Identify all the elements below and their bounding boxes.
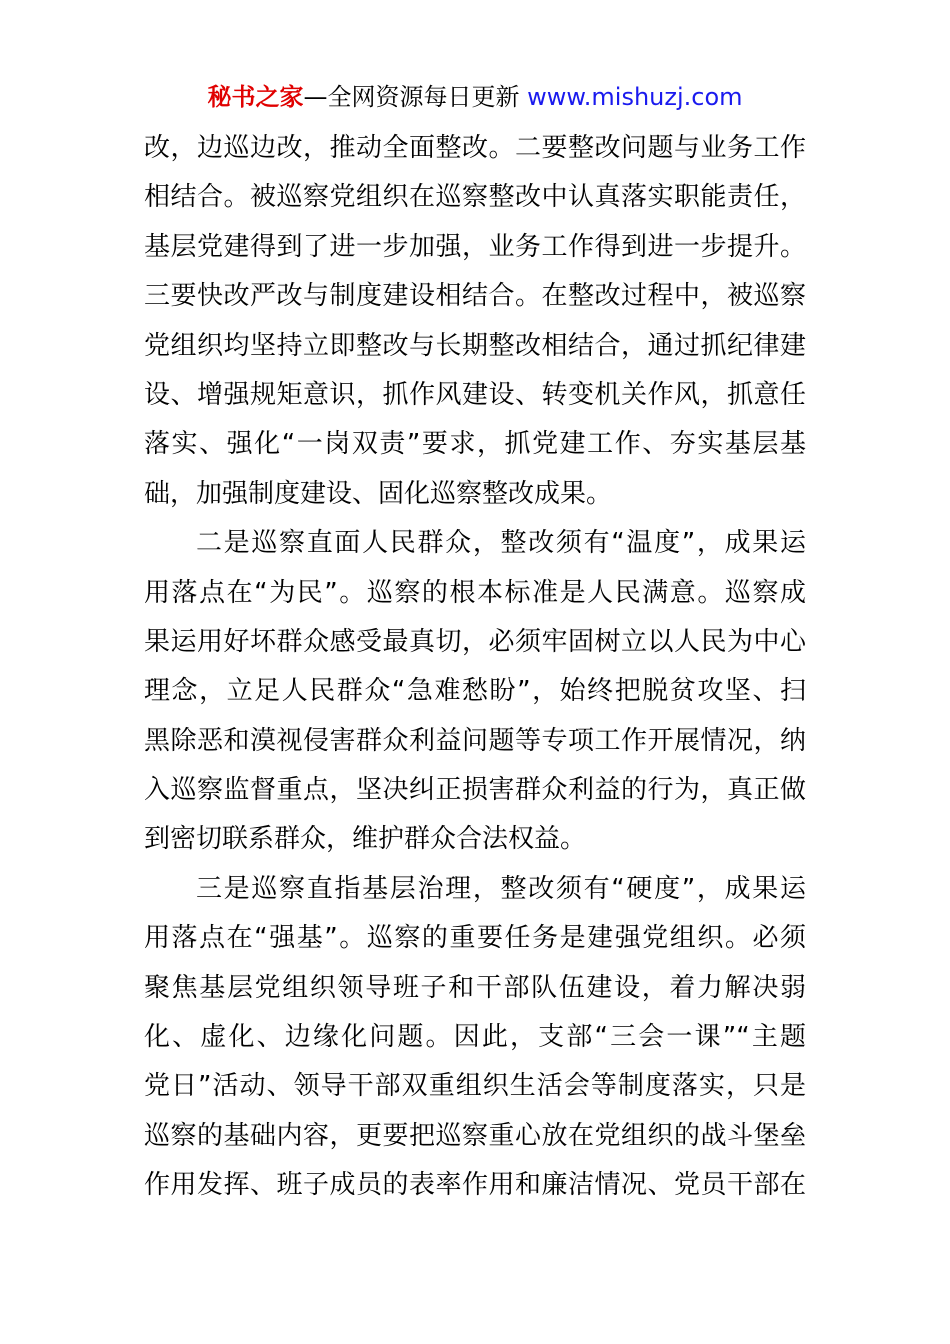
text-line: 二是巡察直面人民群众，整改须有“温度”，成果运 [196,528,806,559]
text-line: 础，加强制度建设、固化巡察整改成果。 [144,478,613,509]
text-line: 果运用好坏群众感受最真切，必须牢固树立以人民为中心 [144,626,806,657]
text-line: 聚焦基层党组织领导班子和干部队伍建设，着力解决弱 [144,972,806,1003]
text-line: 巡察的基础内容，更要把巡察重心放在党组织的战斗堡垒 [144,1120,806,1151]
text-line: 化、虚化、边缘化问题。因此，支部“三会一课”“主题 [144,1022,806,1053]
text-line: 三要快改严改与制度建设相结合。在整改过程中，被巡察 [144,281,806,312]
document-body [144,124,806,1211]
text-line: 落实、强化“一岗双责”要求，抓党建工作、夯实基层基 [144,429,806,460]
text-line: 党组织均坚持立即整改与长期整改相结合，通过抓纪律建 [144,330,806,361]
text-line: 作用发挥、班子成员的表率作用和廉洁情况、党员干部在 [144,1170,806,1201]
text-line: 设、增强规矩意识，抓作风建设、转变机关作风，抓意任 [144,379,806,410]
page-header [0,80,950,114]
text-line: 理念，立足人民群众“急难愁盼”，始终把脱贫攻坚、扫 [144,676,806,707]
text-line: 到密切联系群众，维护群众合法权益。 [144,824,587,855]
text-line: 党日”活动、领导干部双重组织生活会等制度落实，只是 [144,1071,806,1102]
text-line: 用落点在“强基”。巡察的重要任务是建强党组织。必须 [144,923,806,954]
text-line: 相结合。被巡察党组织在巡察整改中认真落实职能责任， [144,182,806,213]
site-brand: 秘书之家 [207,83,304,111]
text-line: 黑除恶和漠视侵害群众利益问题等专项工作开展情况，纳 [144,725,806,756]
site-tagline: —全网资源每日更新 [303,83,528,111]
text-line: 用落点在“为民”。巡察的根本标准是人民满意。巡察成 [144,577,806,608]
text-line: 改，边巡边改，推动全面整改。二要整改问题与业务工作 [144,133,806,163]
site-url[interactable]: www.mishuzj.com [527,83,743,111]
text-line: 入巡察监督重点，坚决纠正损害群众利益的行为，真正做 [144,775,806,806]
text-line: 三是巡察直指基层治理，整改须有“硬度”，成果运 [196,873,806,904]
text-line: 基层党建得到了进一步加强，业务工作得到进一步提升。 [144,231,806,262]
